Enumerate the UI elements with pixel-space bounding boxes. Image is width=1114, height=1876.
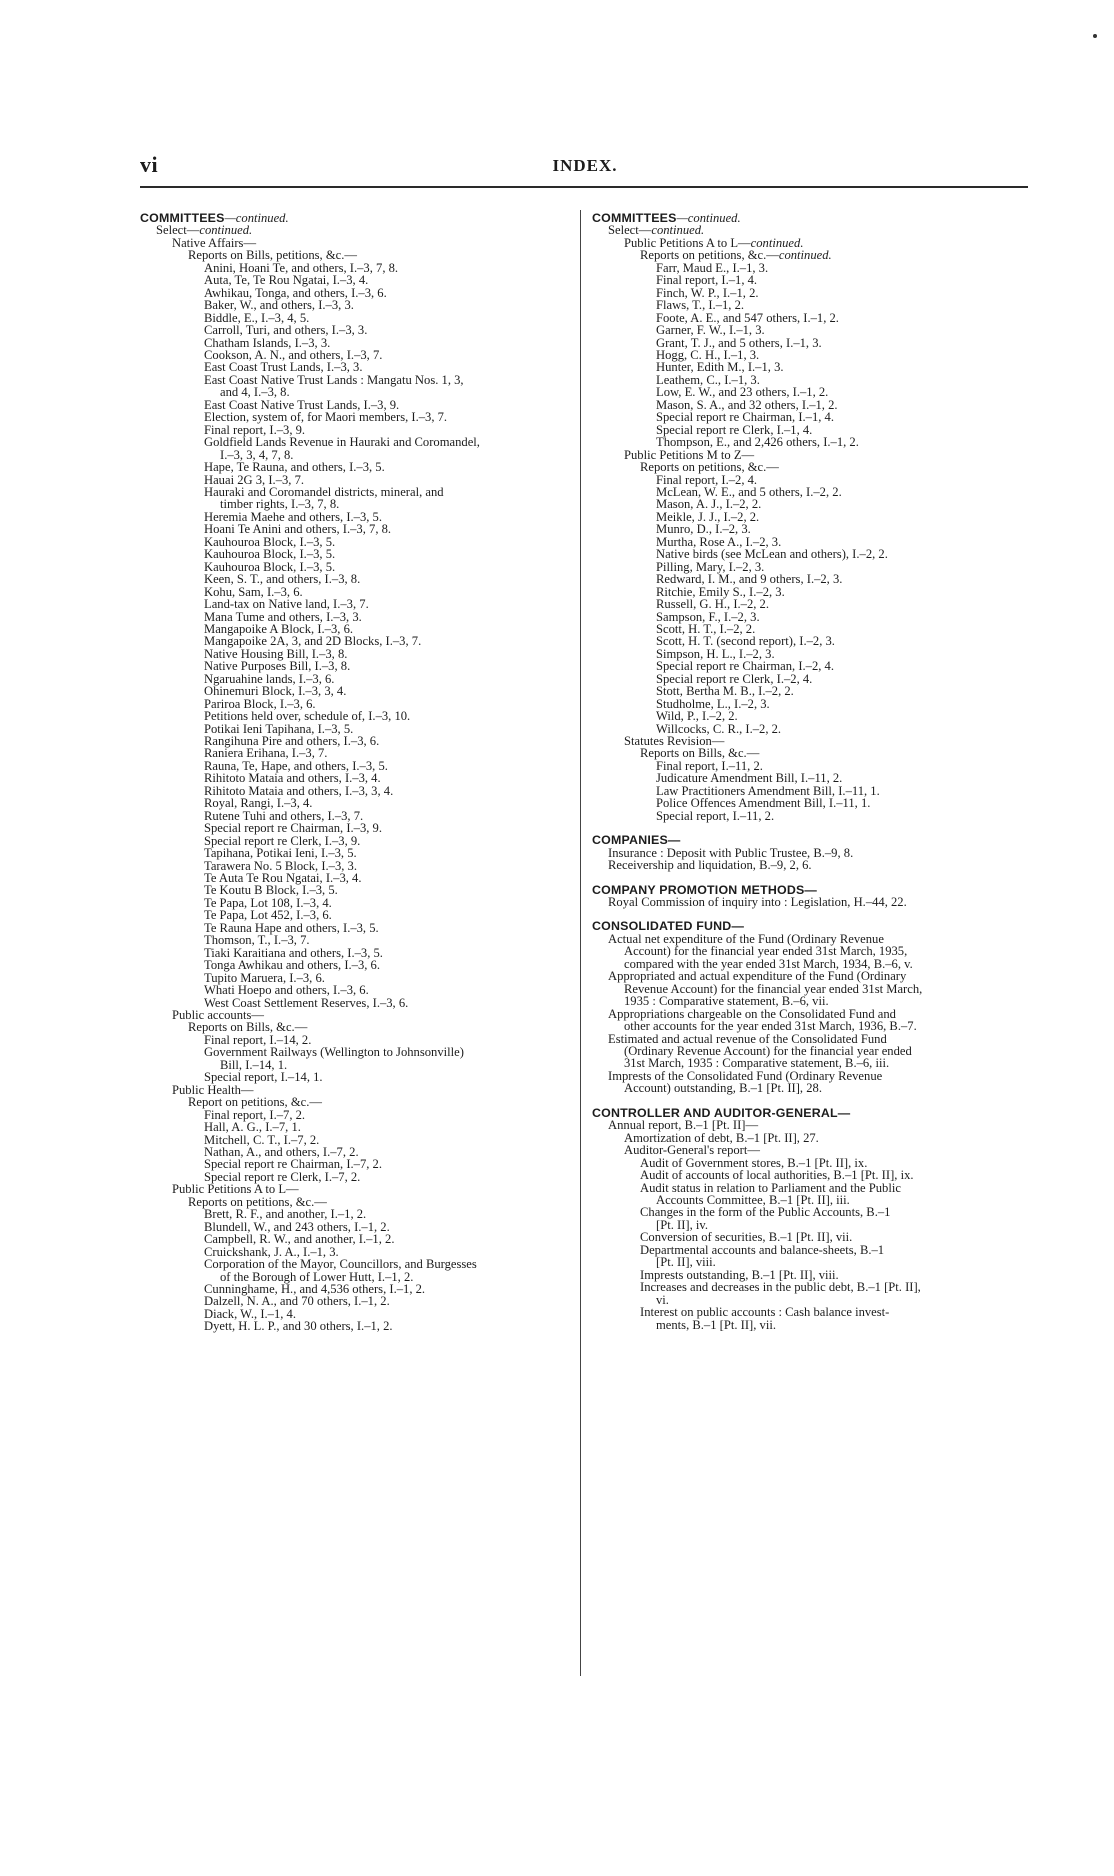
entry-text: Accounts Committee, B.–1 [Pt. II], iii. [656, 1192, 850, 1207]
entry-text: Potikai Ieni Tapihana, I.–3, 5. [204, 721, 354, 736]
entry-text: Meikle, J. J., I.–2, 2. [656, 509, 760, 524]
entry-text: Tonga Awhikau and others, I.–3, 6. [204, 958, 380, 973]
entry-text: Judicature Amendment Bill, I.–11, 2. [656, 771, 843, 786]
entry-text: vi. [656, 1292, 669, 1307]
entry-text: Corporation of the Mayor, Councillors, and Burgesses [204, 1257, 477, 1272]
entry-text: Reports on petitions, &c.— [640, 460, 779, 475]
entry-text: Kauhouroa Block, I.–3, 5. [204, 559, 336, 574]
entry-text: Audit of accounts of local authorities, B.–1 [Pt. II], ix. [640, 1168, 914, 1183]
entry-text: Sampson, F., I.–2, 3. [656, 609, 760, 624]
entry-text: Interest on public accounts : Cash balance invest- [640, 1305, 890, 1320]
entry-text: Tupito Maruera, I.–3, 6. [204, 970, 325, 985]
page-number: vi [140, 152, 159, 177]
entry-text: Awhikau, Tonga, and others, I.–3, 6. [204, 285, 387, 300]
entry-text: Dalzell, N. A., and 70 others, I.–1, 2. [204, 1294, 390, 1309]
index-entry [140, 374, 572, 386]
entry-text: Increases and decreases in the public debt, B.–1 [Pt. II], [640, 1280, 921, 1295]
page-title: INDEX. [552, 156, 618, 175]
entry-text: Reports on petitions, &c.— [188, 1194, 327, 1209]
entry-text: Cookson, A. N., and others, I.–3, 7. [204, 347, 383, 362]
entry-text: Diack, W., I.–1, 4. [204, 1306, 296, 1321]
continued-label: —continued. [676, 211, 741, 225]
entry-text: Rutene Tuhi and others, I.–3, 7. [204, 808, 364, 823]
entry-text: Auta, Te, Te Rou Ngatai, I.–3, 4. [204, 273, 369, 288]
entry-text: Reports on Bills, &c.— [640, 746, 760, 761]
entry-text: Rihitoto Mataia and others, I.–3, 3, 4. [204, 783, 394, 798]
entry-text: Rangihuna Pire and others, I.–3, 6. [204, 734, 380, 749]
entry-text: Willcocks, C. R., I.–2, 2. [656, 721, 782, 736]
entry-text: Heremia Maehe and others, I.–3, 5. [204, 509, 382, 524]
entry-text: Final report, I.–3, 9. [204, 422, 306, 437]
entry-text: Foote, A. E., and 547 others, I.–1, 2. [656, 310, 839, 325]
index-entry [140, 1320, 572, 1332]
index-entry [592, 1082, 1030, 1094]
entry-text: Report on petitions, &c.— [188, 1095, 322, 1110]
entry-text: Tiaki Karaitiana and others, I.–3, 5. [204, 945, 383, 960]
entry-text: Campbell, R. W., and another, I.–1, 2. [204, 1232, 395, 1247]
entry-text: Finch, W. P., I.–1, 2. [656, 285, 759, 300]
entry-text: Final report, I.–1, 4. [656, 273, 758, 288]
entry-text: Bill, I.–14, 1. [220, 1057, 288, 1072]
entry-text: ments, B.–1 [Pt. II], vii. [656, 1317, 776, 1332]
entry-text: [Pt. II], viii. [656, 1255, 716, 1270]
entry-text: Public Petitions M to Z— [624, 447, 755, 462]
entry-text: (Ordinary Revenue Account) for the financial year ended [624, 1044, 912, 1058]
entry-text: Native birds (see McLean and others), I.–2, 2. [656, 547, 888, 562]
entry-text: Brett, R. F., and another, I.–1, 2. [204, 1207, 367, 1222]
continued-label: continued. [750, 235, 804, 250]
index-entry [592, 1319, 1030, 1331]
index-entry [592, 810, 1030, 822]
entry-text: West Coast Settlement Reserves, I.–3, 6. [204, 995, 409, 1010]
entry-text: East Coast Native Trust Lands : Mangatu Nos. 1, 3, [204, 372, 464, 387]
entry-text: other accounts for the year ended 31st March, 1936, B.–7. [624, 1019, 917, 1034]
entry-text: Farr, Maud E., I.–1, 3. [656, 260, 769, 275]
entry-text: Public accounts— [172, 1008, 264, 1022]
entry-text: Rauna, Te, Hape, and others, I.–3, 5. [204, 758, 388, 773]
entry-text: compared with the year ended 31st March, 1934, B.–6, v. [624, 956, 913, 971]
entry-text: Pariroa Block, I.–3, 6. [204, 696, 316, 711]
entry-text: Public Petitions A to L— [172, 1182, 299, 1197]
entry-text: Special report, I.–11, 2. [656, 808, 775, 823]
entry-text: Rihitoto Mataia and others, I.–3, 4. [204, 771, 381, 786]
entry-text: Hall, A. G., I.–7, 1. [204, 1120, 301, 1135]
entry-text: Biddle, E., I.–3, 4, 5. [204, 310, 310, 325]
entry-text: Ritchie, Emily S., I.–2, 3. [656, 584, 785, 599]
entry-text: Kauhouroa Block, I.–3, 5. [204, 547, 336, 562]
entry-text: Ngaruahine lands, I.–3, 6. [204, 671, 335, 686]
entry-text: Royal Commission of inquiry into : Legislation, H.–44, 22. [608, 895, 907, 910]
entry-text: Leathem, C., I.–1, 3. [656, 372, 760, 387]
entry-text: Annual report, B.–1 [Pt. II]— [608, 1118, 759, 1133]
entry-text: Nathan, A., and others, I.–7, 2. [204, 1144, 359, 1159]
entry-text: Thomson, T., I.–3, 7. [204, 933, 310, 948]
column-divider [580, 210, 581, 1676]
entry-text: I.–3, 3, 4, 7, 8. [220, 447, 294, 462]
entry-text: Mason, S. A., and 32 others, I.–1, 2. [656, 397, 838, 412]
entry-text: Flaws, T., I.–1, 2. [656, 298, 745, 313]
entry-text: Audit status in relation to Parliament and the Public [640, 1180, 901, 1195]
entry-text: Grant, T. J., and 5 others, I.–1, 3. [656, 335, 822, 350]
entry-text: Murtha, Rose A., I.–2, 3. [656, 534, 782, 549]
entry-text: Native Housing Bill, I.–3, 8. [204, 646, 348, 661]
entry-text: Kauhouroa Block, I.–3, 5. [204, 534, 336, 549]
entry-text: East Coast Trust Lands, I.–3, 3. [204, 360, 363, 375]
entry-text: Cruickshank, J. A., I.–1, 3. [204, 1244, 339, 1259]
entry-text: Kohu, Sam, I.–3, 6. [204, 584, 303, 599]
entry-text: Native Purposes Bill, I.–3, 8. [204, 659, 351, 674]
entry-text: Law Practitioners Amendment Bill, I.–11, 1. [656, 783, 880, 798]
entry-text: Special report re Chairman, I.–2, 4. [656, 659, 835, 674]
entry-text: McLean, W. E., and 5 others, I.–2, 2. [656, 484, 842, 499]
entry-text: Final report, I.–14, 2. [204, 1032, 312, 1047]
entry-text: Native Affairs— [172, 235, 257, 250]
entry-text: Audit of Government stores, B.–1 [Pt. II], ix. [640, 1155, 868, 1170]
entry-text: Tapihana, Potikai Ieni, I.–3, 5. [204, 846, 357, 861]
entry-text: Russell, G. H., I.–2, 2. [656, 597, 769, 612]
continued-label: continued. [778, 248, 832, 263]
entry-text: Auditor-General's report— [624, 1143, 760, 1158]
entry-text: 1935 : Comparative statement, B.–6, vii. [624, 994, 829, 1009]
index-entry [140, 486, 572, 498]
entry-text: Hauraki and Coromandel districts, mineral, and [204, 484, 444, 499]
continued-label: —continued. [224, 211, 289, 225]
entry-text: Appropriated and actual expenditure of the Fund (Ordinary [608, 969, 907, 984]
entry-text: CONSOLIDATED FUND— [592, 919, 745, 934]
entry-text: Mangapoike A Block, I.–3, 6. [204, 621, 354, 636]
entry-text: Select— [156, 223, 200, 238]
entry-text: Election, system of, for Maori members, I.–3, 7. [204, 410, 448, 425]
entry-text: Blundell, W., and 243 others, I.–1, 2. [204, 1219, 390, 1234]
entry-text: Hape, Te Rauna, and others, I.–3, 5. [204, 460, 385, 475]
entry-text: Final report, I.–11, 2. [656, 758, 763, 773]
entry-text: Receivership and liquidation, B.–9, 2, 6. [608, 858, 812, 873]
entry-text: Mana Tume and others, I.–3, 3. [204, 609, 362, 624]
entry-text: Hogg, C. H., I.–1, 3. [656, 347, 760, 362]
entry-text: Mason, A. J., I.–2, 2. [656, 497, 762, 512]
entry-text: of the Borough of Lower Hutt, I.–1, 2. [220, 1269, 414, 1284]
entry-text: Scott, H. T. (second report), I.–2, 3. [656, 634, 835, 649]
entry-text: Departmental accounts and balance-sheets, B.–1 [640, 1242, 885, 1257]
entry-text: timber rights, I.–3, 7, 8. [220, 497, 340, 512]
index-entry [592, 859, 1030, 871]
entry-text: Estimated and actual revenue of the Consolidated Fund [608, 1031, 887, 1046]
entry-text: Reports on Bills, petitions, &c.— [188, 248, 357, 263]
entry-text: Wild, P., I.–2, 2. [656, 709, 738, 724]
entry-text: Carroll, Turi, and others, I.–3, 3. [204, 323, 368, 338]
entry-text: Simpson, H. L., I.–2, 3. [656, 646, 775, 661]
scan-speck [1093, 34, 1097, 38]
entry-text: Anini, Hoani Te, and others, I.–3, 7, 8. [204, 260, 399, 275]
entry-text: Government Railways (Wellington to Johnsonville) [204, 1045, 464, 1060]
entry-text: Ohinemuri Block, I.–3, 3, 4. [204, 684, 347, 699]
entry-text: Public Health— [172, 1082, 254, 1097]
entry-text: Changes in the form of the Public Accounts, B.–1 [640, 1205, 891, 1220]
entry-text: Special report, I.–14, 1. [204, 1070, 323, 1085]
entry-text: Hunter, Edith M., I.–1, 3. [656, 360, 784, 375]
page-header [140, 152, 1030, 188]
entry-text: Special report re Clerk, I.–3, 9. [204, 833, 361, 848]
entry-text: Te Papa, Lot 452, I.–3, 6. [204, 908, 332, 923]
entry-text: COMMITTEES [140, 211, 225, 225]
entry-text: Thompson, E., and 2,426 others, I.–1, 2. [656, 435, 859, 450]
entry-text: Dyett, H. L. P., and 30 others, I.–1, 2. [204, 1319, 393, 1334]
entry-text: Land-tax on Native land, I.–3, 7. [204, 597, 369, 612]
continued-label: continued. [651, 223, 705, 238]
entry-text: Imprests of the Consolidated Fund (Ordinary Revenue [608, 1068, 883, 1083]
entry-text: Te Rauna Hape and others, I.–3, 5. [204, 920, 379, 935]
index-column-right [592, 212, 1030, 1331]
entry-text: COMPANY PROMOTION METHODS— [592, 882, 818, 897]
entry-text: Police Offences Amendment Bill, I.–11, 1. [656, 796, 871, 811]
entry-text: Special report re Chairman, I.–3, 9. [204, 821, 383, 836]
entry-text: Baker, W., and others, I.–3, 3. [204, 298, 354, 313]
entry-text: COMPANIES— [592, 833, 681, 848]
entry-text: Hauai 2G 3, I.–3, 7. [204, 472, 305, 487]
continued-label: continued. [199, 223, 253, 238]
entry-text: Stott, Bertha M. B., I.–2, 2. [656, 684, 794, 699]
entry-text: [Pt. II], iv. [656, 1217, 708, 1232]
entry-text: Redward, I. M., and 9 others, I.–2, 3. [656, 572, 843, 587]
entry-text: Whati Hoepo and others, I.–3, 6. [204, 983, 369, 998]
entry-text: Scott, H. T., I.–2, 2. [656, 621, 756, 636]
entry-text: Statutes Revision— [624, 734, 725, 749]
entry-text: Final report, I.–2, 4. [656, 472, 758, 487]
entry-text: Munro, D., I.–2, 3. [656, 522, 751, 537]
entry-text: COMMITTEES [592, 211, 677, 225]
entry-text: and 4, I.–3, 8. [220, 385, 290, 400]
entry-text: Conversion of securities, B.–1 [Pt. II], vii. [640, 1230, 853, 1245]
entry-text: Keen, S. T., and others, I.–3, 8. [204, 572, 361, 587]
entry-text: Hoani Te Anini and others, I.–3, 7, 8. [204, 522, 392, 537]
entry-text: Petitions held over, schedule of, I.–3, 10. [204, 709, 411, 724]
entry-text: Public Petitions A to L— [624, 235, 751, 250]
entry-text: Insurance : Deposit with Public Trustee, B.–9, 8. [608, 845, 854, 860]
index-entry [140, 436, 572, 448]
entry-text: Account) outstanding, B.–1 [Pt. II], 28. [624, 1081, 822, 1096]
entry-text: Special report re Chairman, I.–7, 2. [204, 1157, 383, 1172]
entry-text: Account) for the financial year ended 31st March, 1935, [624, 944, 908, 959]
index-column-left [140, 212, 572, 1333]
entry-text: Reports on petitions, &c.— [640, 248, 779, 263]
entry-text: Special report re Clerk, I.–1, 4. [656, 422, 813, 437]
entry-text: Pilling, Mary, I.–2, 3. [656, 559, 765, 574]
index-entry [592, 896, 1030, 908]
entry-text: Chatham Islands, I.–3, 3. [204, 335, 331, 350]
entry-text: Low, E. W., and 23 others, I.–1, 2. [656, 385, 829, 400]
entry-text: Tarawera No. 5 Block, I.–3, 3. [204, 858, 357, 873]
entry-text: Studholme, L., I.–2, 3. [656, 696, 770, 711]
entry-text: Te Auta Te Rou Ngatai, I.–3, 4. [204, 871, 362, 886]
entry-text: Cunninghame, H., and 4,536 others, I.–1, 2. [204, 1281, 426, 1296]
entry-text: Final report, I.–7, 2. [204, 1107, 306, 1122]
entry-text: Select— [608, 223, 652, 238]
entry-text: Goldfield Lands Revenue in Hauraki and Coromandel, [204, 435, 480, 450]
entry-text: Amortization of debt, B.–1 [Pt. II], 27. [624, 1130, 819, 1145]
entry-text: Appropriations chargeable on the Consolidated Fund and [608, 1006, 896, 1021]
entry-text: Raniera Erihana, I.–3, 7. [204, 746, 328, 761]
entry-text: Imprests outstanding, B.–1 [Pt. II], viii. [640, 1267, 839, 1282]
entry-text: Te Papa, Lot 108, I.–3, 4. [204, 895, 332, 910]
entry-text: CONTROLLER AND AUDITOR-GENERAL— [592, 1105, 851, 1120]
entry-text: Special report re Chairman, I.–1, 4. [656, 410, 835, 425]
index-entry [140, 1046, 572, 1058]
entry-text: Mitchell, C. T., I.–7, 2. [204, 1132, 320, 1147]
header-rule [140, 186, 1028, 188]
entry-text: Revenue Account) for the financial year ended 31st March, [624, 981, 923, 996]
entry-text: Reports on Bills, &c.— [188, 1020, 308, 1035]
entry-text: 31st March, 1935 : Comparative statement, B.–6, iii. [624, 1056, 890, 1071]
entry-text: Mangapoike 2A, 3, and 2D Blocks, I.–3, 7. [204, 634, 422, 649]
entry-text: Te Koutu B Block, I.–3, 5. [204, 883, 338, 898]
entry-text: Actual net expenditure of the Fund (Ordinary Revenue [608, 931, 884, 946]
entry-text: Royal, Rangi, I.–3, 4. [204, 796, 313, 811]
entry-text: Special report re Clerk, I.–2, 4. [656, 671, 813, 686]
entry-text: East Coast Native Trust Lands, I.–3, 9. [204, 397, 400, 412]
entry-text: Special report re Clerk, I.–7, 2. [204, 1169, 361, 1184]
entry-text: Garner, F. W., I.–1, 3. [656, 323, 765, 338]
